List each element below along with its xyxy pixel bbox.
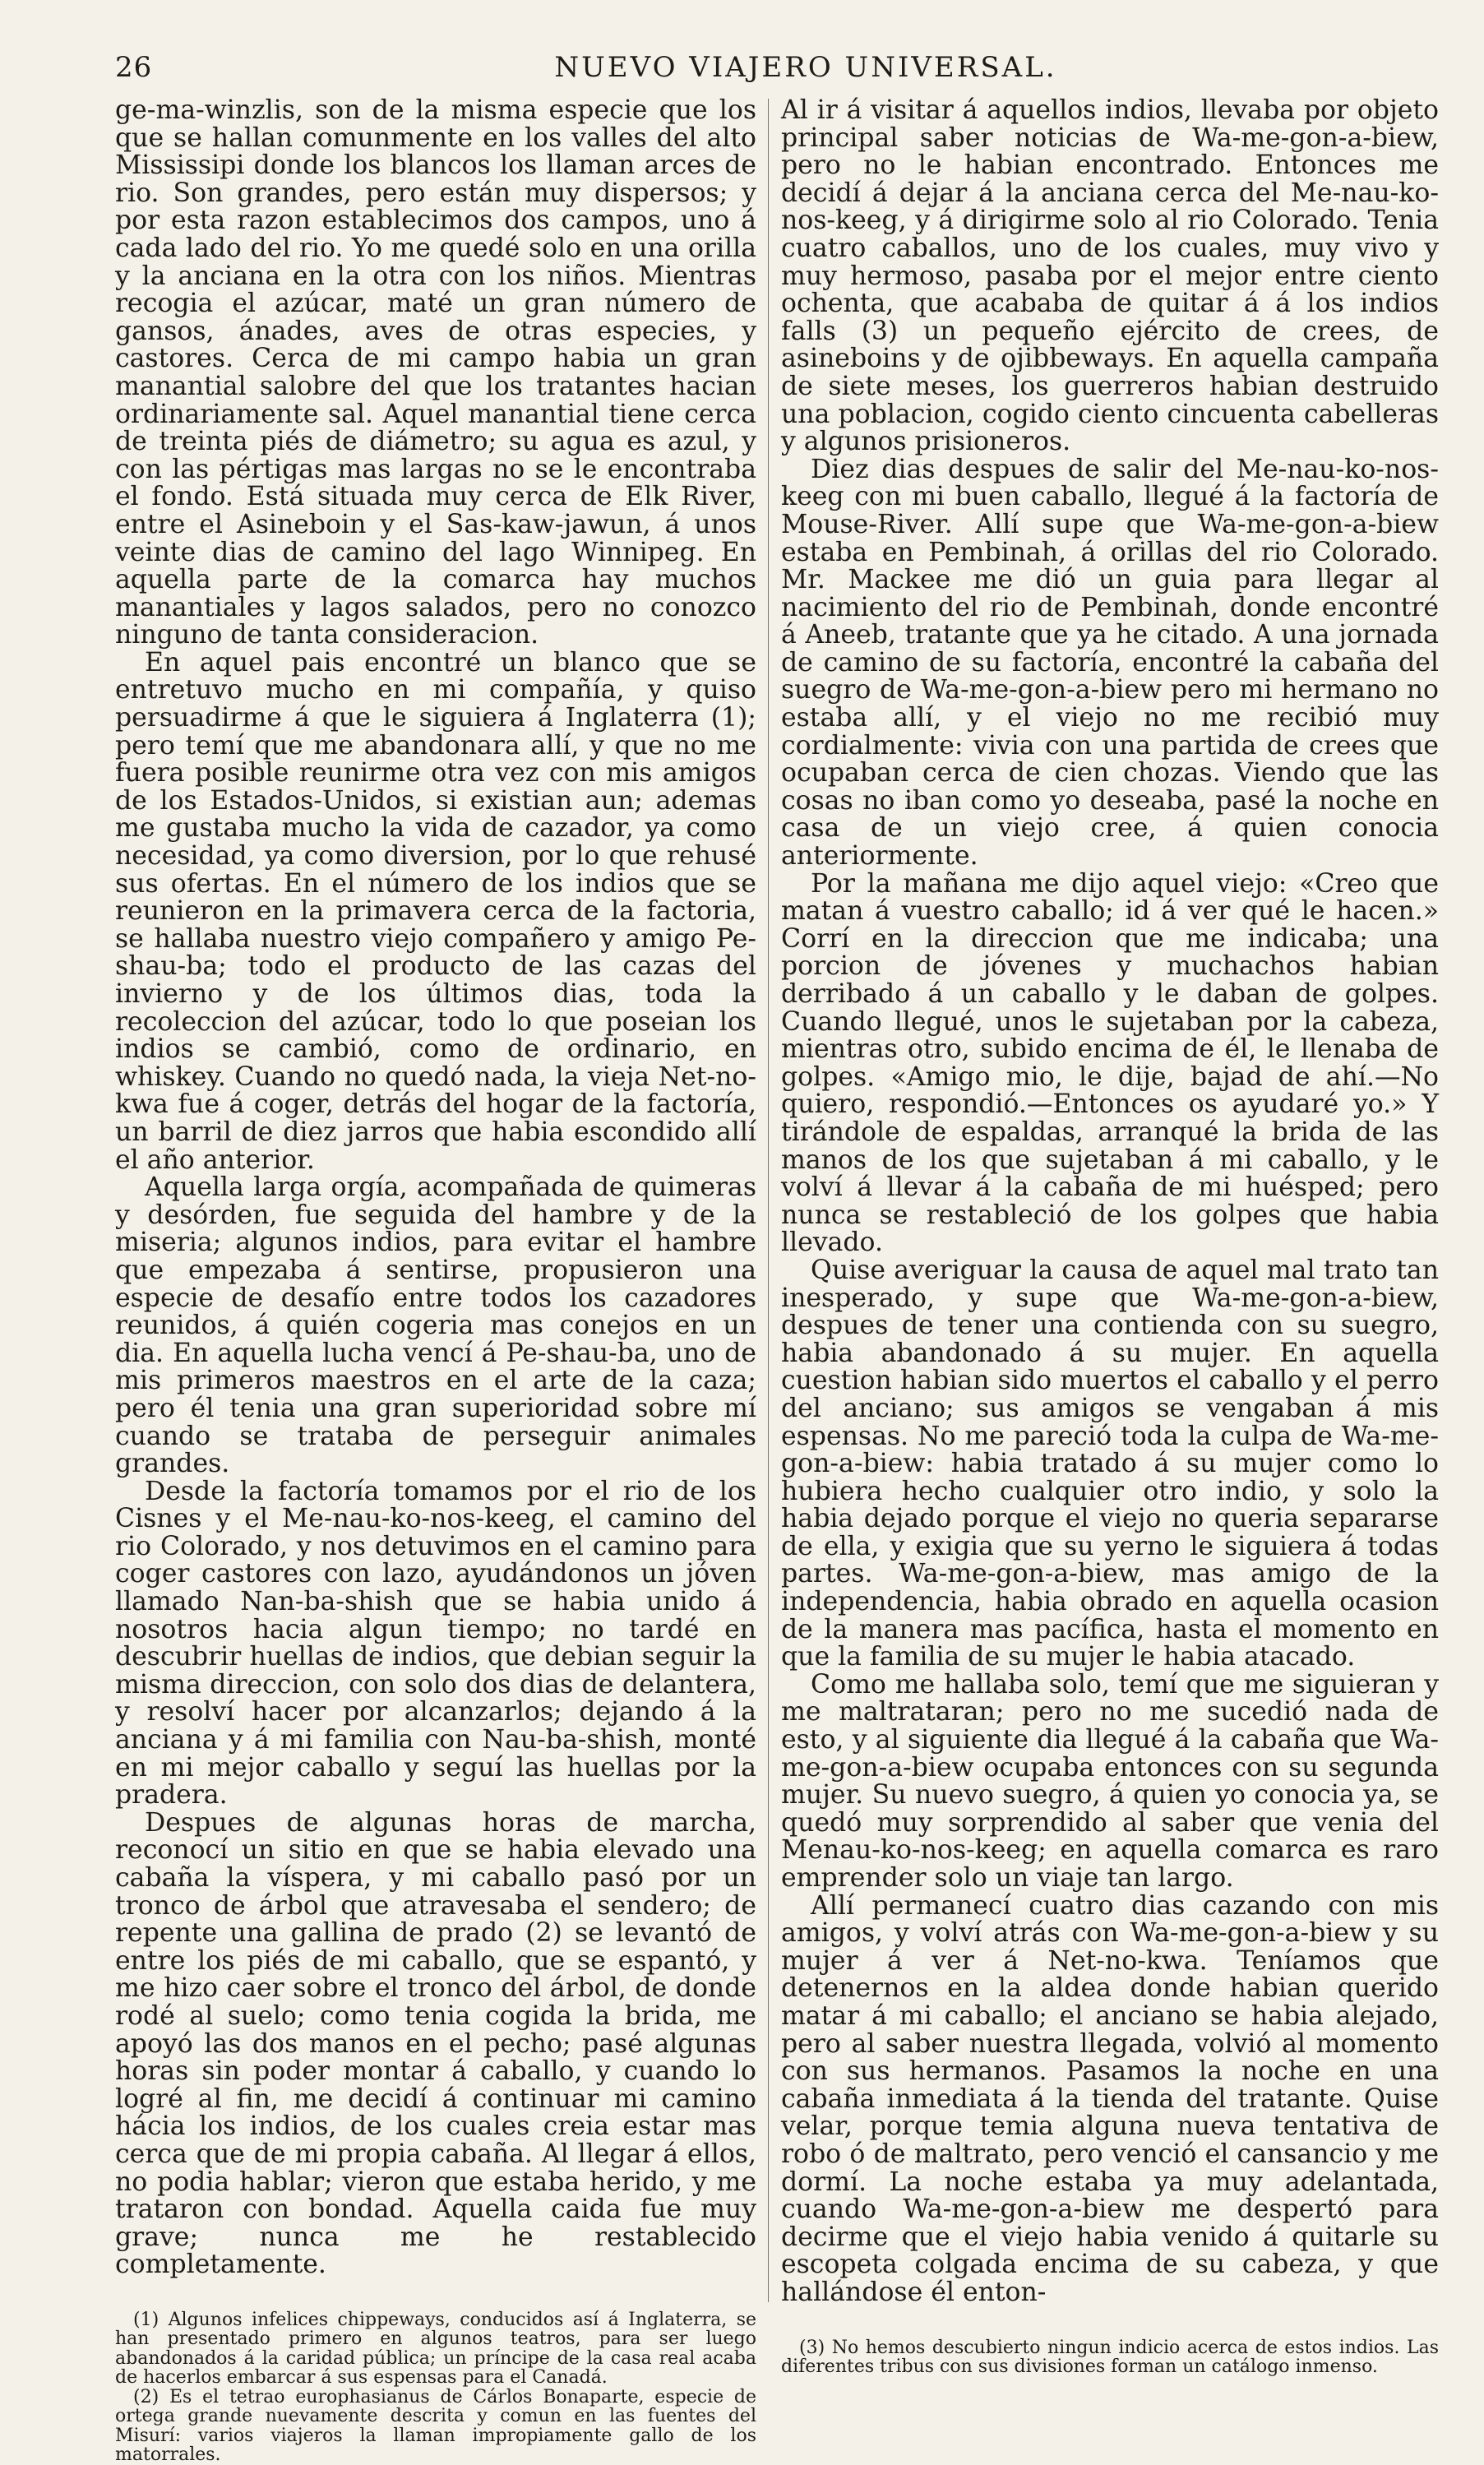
paragraph: Diez dias despues de salir del Me-nau-ko-nos-keeg con mi buen caballo, llegué á la factoría de Mouse-River. Allí supe que Wa-me-gon-a-biew estaba en Pembinah, á orillas del rio Colorado. Mr. Mackee me dió un guia para llegar al nacimiento del rio de Pembinah, donde encontré á Aneeb, tratante que ya he citado. A una jornada de camino de su factoría, encontré la cabaña del suegro de Wa-me-gon-a-biew pero mi hermano no estaba allí, y el viejo no me recibió muy cordialmente: vivia con una partida de crees que ocupaban cerca de cien chozas. Viendo que las cosas no iban como yo deseaba, pasé la noche en casa de un viejo cree, á quien conocia anteriormente. <box>781 454 1439 872</box>
page-header <box>115 51 1463 89</box>
paragraph: Como me hallaba solo, temí que me siguieran y me maltrataran; pero no me sucedió nada de esto, y al siguiente dia llegué á la cabaña que Wa-me-gon-a-biew ocupaba entonces con su segunda mujer. Su nuevo suegro, á quien yo conocia ya, se quedó muy sorprendido al saber que venia del Menau-ko-nos-keeg; en aquella comarca es raro emprender solo un viaje tan largo. <box>781 1669 1439 1893</box>
paragraph: Aquella larga orgía, acompañada de quimeras y desórden, fue seguida del hambre y de la miseria; algunos indios, para evitar el hambre que empezaba á sentirse, propusieron una especie de desafío entre todos los cazadores reunidos, á quién cogeria mas conejos en un dia. En aquella lucha vencí á Pe-shau-ba, uno de mis primeros maestros en el arte de la caza; pero él tenia una gran superioridad sobre mí cuando se trataba de perseguir animales grandes. <box>115 1172 756 1479</box>
footnote: (1) Algunos infelices chippeways, conducidos así á Inglaterra, se han presentado primero en algunos teatros, para ser luego abandonados á la caridad pública; un príncipe de la casa real acaba de hacerlos embarcar á sus espensas para el Canadá. <box>115 2309 756 2389</box>
footnote: (2) Es el tetrao europhasianus de Cárlos Bonaparte, especie de ortega grande nuevamente descrita y comun en las fuentes del Misurí: varios viajeros la llaman impropiamente gallo de los matorrales. <box>115 2386 756 2465</box>
paragraph: Despues de algunas horas de marcha, reconocí un sitio en que se habia elevado una cabaña la víspera, y mi caballo pasó por un tronco de árbol que atravesaba el sendero; de repente una gallina de prado (2) se levantó de entre los piés de mi caballo, que se espantó, y me hizo caer sobre el tronco del árbol, de donde rodé al suelo; como tenia cogida la brida, me apoyó las dos manos en el pecho; pasé algunas horas sin poder montar á caballo, y cuando lo logré al fin, me decidí á continuar mi camino hácia los indios, de los cuales creia estar mas cerca que de mi propia cabaña. Al llegar á ellos, no podia hablar; vieron que estaba herido, y me trataron con bondad. Aquella caida fue muy grave; nunca me he restablecido completamente. <box>115 1807 756 2280</box>
footnote: (3) No hemos descubierto ningun indicio acerca de estos indios. Las diferentes tribus con sus divisiones forman un catálogo inmenso. <box>781 2337 1439 2377</box>
paragraph: Quise averiguar la causa de aquel mal trato tan inesperado, y supe que Wa-me-gon-a-biew, despues de tener una contienda con su suegro, habia abandonado á su mujer. En aquella cuestion habian sido muertos el caballo y el perro del anciano; sus amigos se vengaban á mis espensas. No me pareció toda la culpa de Wa-me-gon-a-biew: habia tratado á su mujer como lo hubiera hecho cualquier otro indio, y solo la habia dejado porque el viejo no queria separarse de ella, y exigia que su yerno le siguiera á todas partes. Wa-me-gon-a-biew, mas amigo de la independencia, habia obrado en aquella ocasion de la manera mas pacífica, hasta el momento en que la familia de su mujer le habia atacado. <box>781 1255 1439 1672</box>
paragraph: En aquel pais encontré un blanco que se entretuvo mucho en mi compañía, y quiso persuadirme á que le siguiera á Inglaterra (1); pero temí que me abandonara allí, y que no me fuera posible reunirme otra vez con mis amigos de los Estados-Unidos, si existian aun; ademas me gustaba mucho la vida de cazador, ya como necesidad, ya como diversion, por lo que rehusé sus ofertas. En el número de los indios que se reunieron en la primavera cerca de la factoria, se hallaba nuestro viejo compañero y amigo Pe-shau-ba; todo el producto de las cazas del invierno y de los últimos dias, toda la recoleccion del azúcar, todo lo que poseian los indios se cambió, como de ordinario, en whiskey. Cuando no quedó nada, la vieja Net-no-kwa fue á coger, detrás del hogar de la factoría, un barril de diez jarros que habia escondido allí el año anterior. <box>115 647 756 1175</box>
paragraph: Allí permanecí cuatro dias cazando con mis amigos, y volví atrás con Wa-me-gon-a-biew y su mujer á ver á Net-no-kwa. Teníamos que detenernos en la aldea donde habian querido matar á mi caballo; el anciano se habia alejado, pero al saber nuestra llegada, volvió al momento con sus hermanos. Pasamos la noche en una cabaña inmediata á la tienda del tratante. Quise velar, porque temia alguna nueva tentativa de robo ó de maltrato, pero venció el cansancio y me dormí. La noche estaba ya muy adelantada, cuando Wa-me-gon-a-biew me despertó para decirme que el viejo habia venido á quitarle su escopeta colgada encima de su cabeza, y que hallándose él enton- <box>781 1890 1439 2307</box>
running-title: NUEVO VIAJERO UNIVERSAL. <box>554 51 1057 84</box>
paragraph: ge-ma-winzlis, son de la misma especie que los que se hallan comunmente en los valles del alto Mississipi donde los blancos los llaman arces de rio. Son grandes, pero están muy dispersos; y por esta razon establecimos dos campos, uno á cada lado del rio. Yo me quedé solo en una orilla y la anciana en la otra con los niños. Mientras recogia el azúcar, maté un gran número de gansos, ánades, aves de otras especies, y castores. Cerca de mi campo habia un gran manantial salobre del que los tratantes hacian ordinariamente sal. Aquel manantial tiene cerca de treinta piés de diámetro; su agua es azul, y con las pértigas mas largas no se le encontraba el fondo. Está situada muy cerca de Elk River, entre el Asineboin y el Sas-kaw-jawun, á unos veinte dias de camino del lago Winnipeg. En aquella parte de la comarca hay muchos manantiales y lagos salados, pero no conozco ninguno de tanta consideracion. <box>115 95 756 650</box>
column-divider <box>768 99 769 2302</box>
left-column <box>115 97 756 2465</box>
right-column <box>781 97 1439 2377</box>
footnotes <box>781 2338 1439 2377</box>
paragraph: Al ir á visitar á aquellos indios, llevaba por objeto principal saber noticias de Wa-me-gon-a-biew, pero no le habian encontrado. Entonces me decidí á dejar á la anciana cerca del Me-nau-ko-nos-keeg, y á dirigirme solo al rio Colorado. Tenia cuatro caballos, uno de los cuales, muy vivo y muy hermoso, pasaba por el mejor entre ciento ochenta, que acababa de quitar á á los indios falls (3) un pequeño ejército de crees, de asineboins y de ojibbeways. En aquella campaña de siete meses, los guerreros habian destruido una poblacion, cogido ciento cincuenta cabelleras y algunos prisioneros. <box>781 95 1439 457</box>
paragraph: Por la mañana me dijo aquel viejo: «Creo que matan á vuestro caballo; id á ver qué le hacen.» Corrí en la direccion que me indicaba; una porcion de jóvenes y muchachos habian derribado á un caballo y le daban de golpes. Cuando llegué, unos le sujetaban por la cabeza, mientras otro, subido encima de él, le llenaba de golpes. «Amigo mio, le dije, bajad de ahí.—No quiero, respondió.—Entonces os ayudaré yo.» Y tirándole de espaldas, arranqué la brida de las manos de los que sujetaban á mi caballo, y le volví á llevar á la cabaña de mi huésped; pero nunca se restableció de los golpes que habia llevado. <box>781 868 1439 1258</box>
page-number: 26 <box>115 51 153 84</box>
paragraph: Desde la factoría tomamos por el rio de los Cisnes y el Me-nau-ko-nos-keeg, el camino del rio Colorado, y nos detuvimos en el camino para coger castores con lazo, ayudándonos un jóven llamado Nan-ba-shish que se habia unido á nosotros hacia algun tiempo; no tardé en descubrir huellas de indios, que debian seguir la misma direccion, con solo dos dias de delantera, y resolví hacer por alcanzarlos; dejando á la anciana y á mi familia con Nau-ba-shish, monté en mi mejor caballo y seguí las huellas por la pradera. <box>115 1476 756 1811</box>
footnotes <box>115 2310 756 2465</box>
